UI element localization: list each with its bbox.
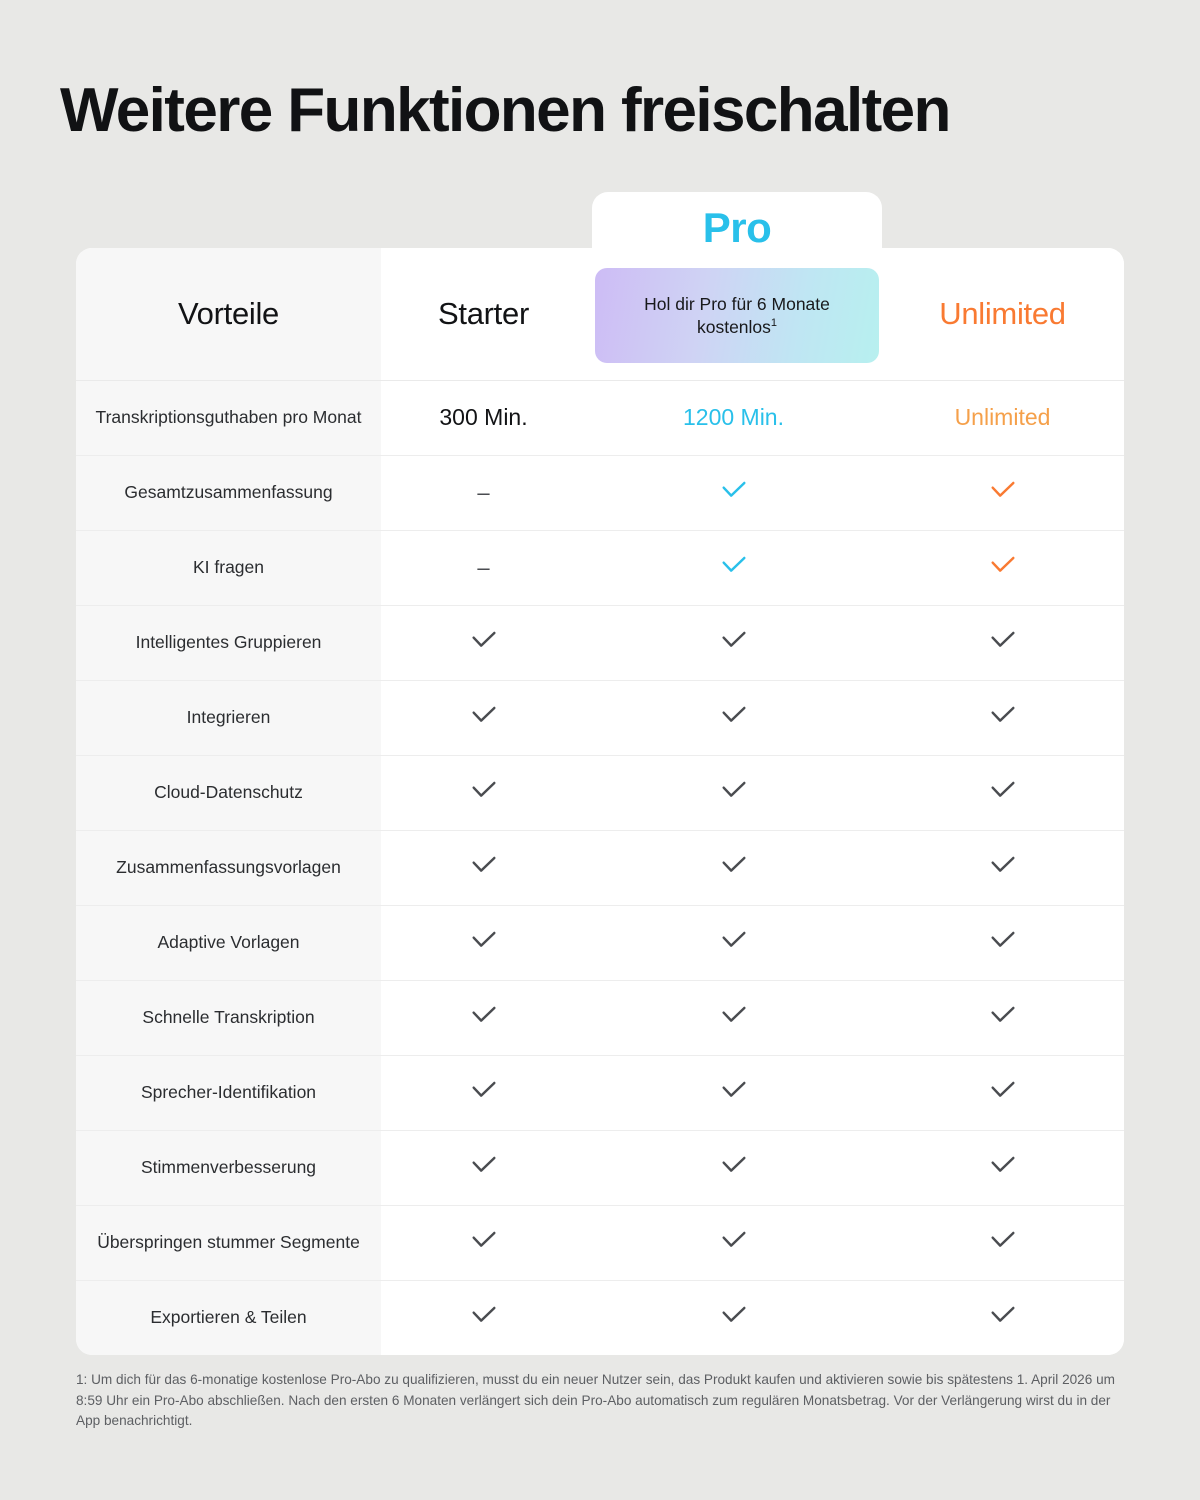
cell-unlimited bbox=[881, 755, 1124, 830]
cell-value: 1200 Min. bbox=[682, 404, 784, 430]
cell-pro bbox=[586, 1205, 881, 1280]
feature-comparison-table bbox=[76, 248, 1124, 1355]
check-icon bbox=[469, 700, 499, 730]
cell-value: Unlimited bbox=[954, 404, 1051, 430]
check-icon bbox=[719, 1150, 749, 1180]
feature-label: Cloud-Datenschutz bbox=[76, 755, 381, 830]
cell-unlimited bbox=[881, 380, 1124, 455]
table-row bbox=[76, 980, 1124, 1055]
check-icon bbox=[469, 775, 499, 805]
check-icon bbox=[469, 1300, 499, 1330]
not-included-dash: – bbox=[477, 479, 490, 505]
check-icon bbox=[719, 1000, 749, 1030]
page-title: Weitere Funktionen freischalten bbox=[60, 76, 950, 145]
check-icon bbox=[719, 775, 749, 805]
check-icon bbox=[469, 850, 499, 880]
check-icon bbox=[988, 700, 1018, 730]
cell-starter bbox=[381, 530, 586, 605]
check-icon bbox=[719, 625, 749, 655]
feature-label: Exportieren & Teilen bbox=[76, 1280, 381, 1355]
cell-starter bbox=[381, 455, 586, 530]
cell-unlimited bbox=[881, 1205, 1124, 1280]
check-icon bbox=[988, 1000, 1018, 1030]
table-row bbox=[76, 830, 1124, 905]
feature-label: Gesamtzusammenfassung bbox=[76, 455, 381, 530]
cell-starter bbox=[381, 1130, 586, 1205]
cell-value: 300 Min. bbox=[439, 404, 528, 430]
check-icon bbox=[988, 775, 1018, 805]
check-icon bbox=[469, 1075, 499, 1105]
cell-starter bbox=[381, 680, 586, 755]
cell-starter bbox=[381, 1280, 586, 1355]
table-row bbox=[76, 605, 1124, 680]
cell-unlimited bbox=[881, 1130, 1124, 1205]
cell-unlimited bbox=[881, 605, 1124, 680]
cell-pro bbox=[586, 605, 881, 680]
feature-label: Transkriptionsguthaben pro Monat bbox=[76, 380, 381, 455]
cell-starter bbox=[381, 1055, 586, 1130]
feature-label: Zusammenfassungsvorlagen bbox=[76, 830, 381, 905]
feature-comparison-table-wrapper bbox=[76, 248, 1124, 1355]
table-row bbox=[76, 1280, 1124, 1355]
cell-starter bbox=[381, 380, 586, 455]
check-icon bbox=[469, 625, 499, 655]
cell-unlimited bbox=[881, 680, 1124, 755]
table-row bbox=[76, 1130, 1124, 1205]
check-icon bbox=[988, 1075, 1018, 1105]
footnote-text: 1: Um dich für das 6-monatige kostenlose Pro-Abo zu qualifizieren, musst du ein neuer Nutzer sein, das Produkt kaufen und aktivieren sowie bis spätestens 1. April 2026 um 8:59 Uhr ein Pro-Abo abschließen. Nach den ersten 6 Monaten verlängert sich dein Pro-Abo automatisch zum regulären Monatsbetrag. Vor der Verlängerung wirst du in der App benachrichtigt. bbox=[76, 1372, 1115, 1429]
cell-unlimited bbox=[881, 1055, 1124, 1130]
table-row bbox=[76, 755, 1124, 830]
cell-pro bbox=[586, 455, 881, 530]
feature-label: Adaptive Vorlagen bbox=[76, 905, 381, 980]
check-icon bbox=[469, 1000, 499, 1030]
check-icon bbox=[469, 1150, 499, 1180]
cell-starter bbox=[381, 830, 586, 905]
table-row bbox=[76, 1055, 1124, 1130]
check-icon bbox=[719, 1300, 749, 1330]
check-icon bbox=[469, 1225, 499, 1255]
check-icon bbox=[719, 925, 749, 955]
feature-label: Überspringen stummer Segmente bbox=[76, 1205, 381, 1280]
pro-plan-highlight-card[interactable] bbox=[592, 192, 882, 380]
table-body bbox=[76, 380, 1124, 1355]
cell-unlimited bbox=[881, 455, 1124, 530]
column-header-unlimited: Unlimited bbox=[881, 248, 1124, 380]
cell-pro bbox=[586, 830, 881, 905]
feature-label: Stimmenverbesserung bbox=[76, 1130, 381, 1205]
pro-promo-text bbox=[609, 293, 865, 338]
check-icon bbox=[719, 1075, 749, 1105]
feature-label: Schnelle Transkription bbox=[76, 980, 381, 1055]
cell-pro bbox=[586, 1280, 881, 1355]
cell-pro bbox=[586, 530, 881, 605]
cell-unlimited bbox=[881, 905, 1124, 980]
cell-unlimited bbox=[881, 1280, 1124, 1355]
cell-pro bbox=[586, 680, 881, 755]
pro-plan-title: Pro bbox=[702, 204, 772, 251]
feature-label: KI fragen bbox=[76, 530, 381, 605]
table-row bbox=[76, 530, 1124, 605]
cell-starter bbox=[381, 905, 586, 980]
cell-unlimited bbox=[881, 830, 1124, 905]
check-icon bbox=[988, 925, 1018, 955]
cell-pro bbox=[586, 905, 881, 980]
check-icon bbox=[988, 1225, 1018, 1255]
cell-pro bbox=[586, 1055, 881, 1130]
pro-promo-label: Hol dir Pro für 6 Monate kostenlos bbox=[644, 294, 830, 337]
table-row bbox=[76, 455, 1124, 530]
check-icon bbox=[988, 850, 1018, 880]
check-icon bbox=[988, 1150, 1018, 1180]
table-row bbox=[76, 905, 1124, 980]
feature-label: Intelligentes Gruppieren bbox=[76, 605, 381, 680]
cell-pro bbox=[586, 755, 881, 830]
check-icon bbox=[988, 1300, 1018, 1330]
cell-unlimited bbox=[881, 980, 1124, 1055]
cell-unlimited bbox=[881, 530, 1124, 605]
check-icon bbox=[719, 475, 749, 505]
cell-pro bbox=[586, 1130, 881, 1205]
cell-pro bbox=[586, 980, 881, 1055]
feature-label: Integrieren bbox=[76, 680, 381, 755]
cell-pro bbox=[586, 380, 881, 455]
check-icon bbox=[719, 1225, 749, 1255]
feature-label: Sprecher-Identifikation bbox=[76, 1055, 381, 1130]
check-icon bbox=[719, 700, 749, 730]
not-included-dash: – bbox=[477, 554, 490, 580]
check-icon bbox=[469, 925, 499, 955]
column-header-features: Vorteile bbox=[76, 248, 381, 380]
table-row bbox=[76, 1205, 1124, 1280]
check-icon bbox=[988, 550, 1018, 580]
cell-starter bbox=[381, 980, 586, 1055]
cell-starter bbox=[381, 605, 586, 680]
table-row bbox=[76, 680, 1124, 755]
pro-promo-footnote-marker: 1 bbox=[770, 316, 778, 329]
check-icon bbox=[719, 550, 749, 580]
cell-starter bbox=[381, 1205, 586, 1280]
table-row bbox=[76, 380, 1124, 455]
pro-promo-banner[interactable] bbox=[595, 268, 879, 363]
check-icon bbox=[988, 625, 1018, 655]
cell-starter bbox=[381, 755, 586, 830]
check-icon bbox=[719, 850, 749, 880]
column-header-starter: Starter bbox=[381, 248, 586, 380]
check-icon bbox=[988, 475, 1018, 505]
